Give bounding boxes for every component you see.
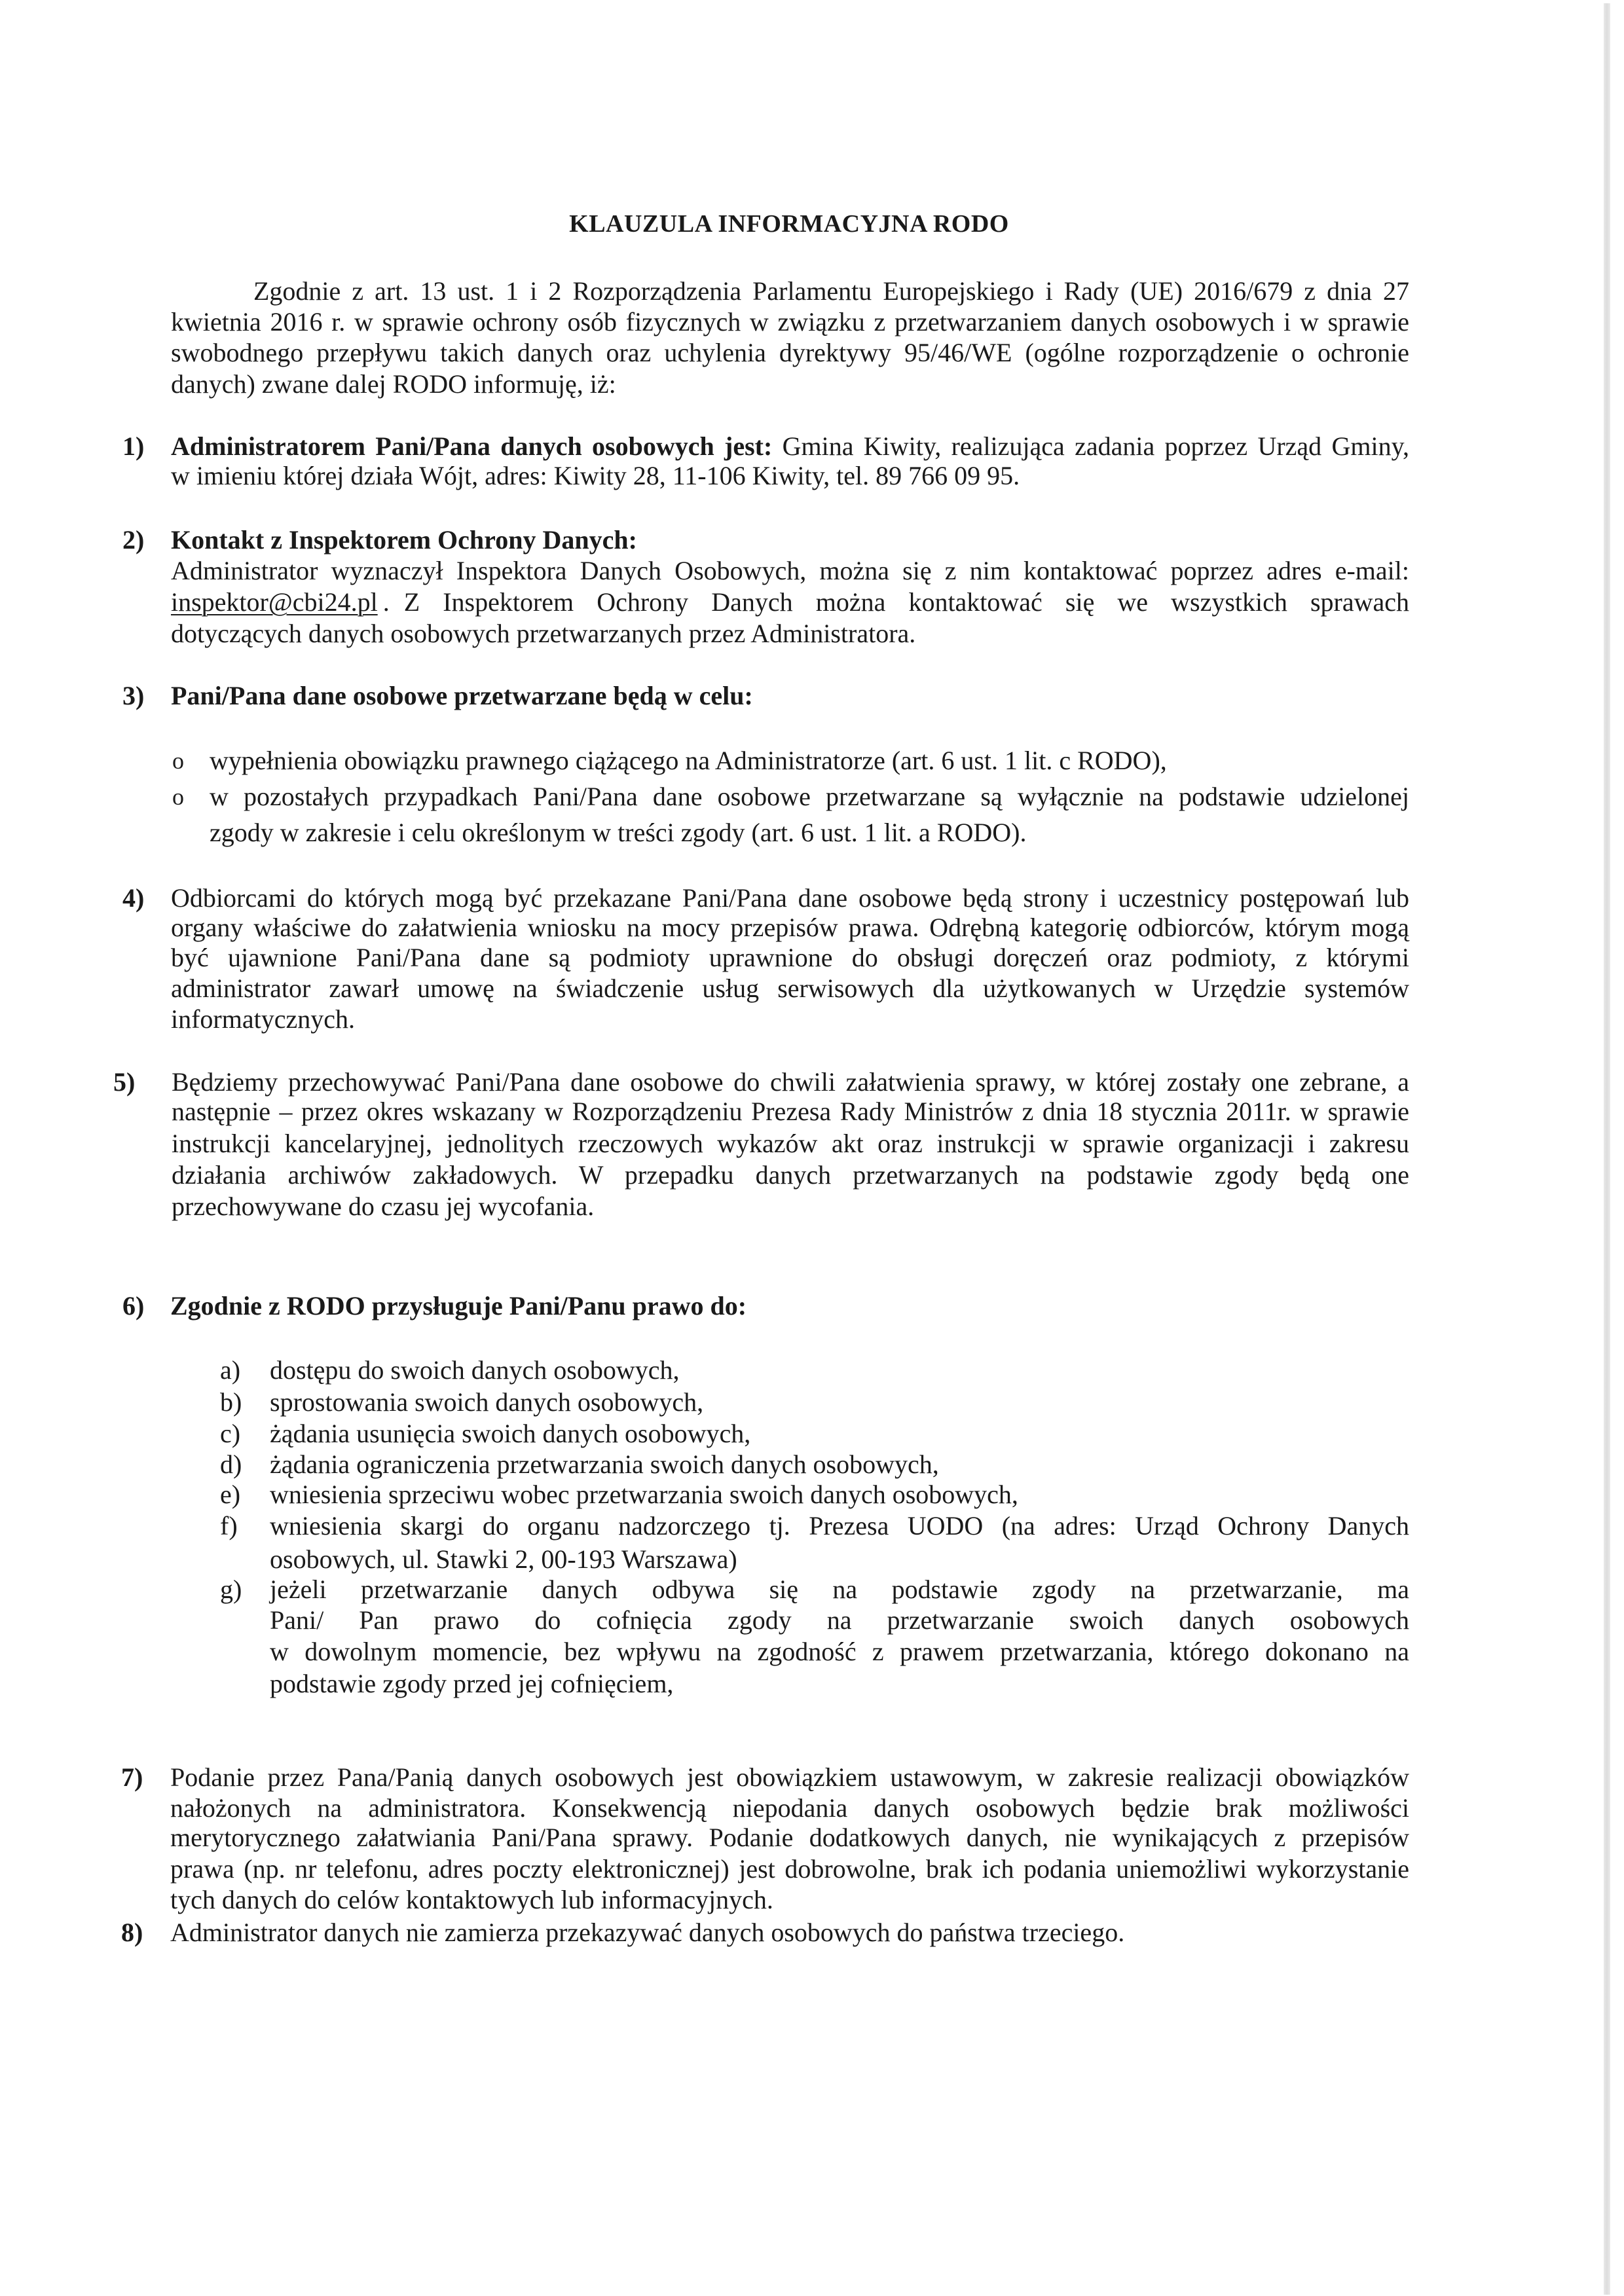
list-item: w dowolnym momencie, bez wpływu na zgodność z prawem przetwarzania, którego dokonano na — [270, 1637, 1409, 1666]
intro-line: kwietnia 2016 r. w sprawie ochrony osób fizycznych w związku z przetwarzaniem danych osobowych i w sprawie — [171, 307, 1409, 337]
section-8-line: Administrator danych nie zamierza przekazywać danych osobowych do państwa trzeciego. — [170, 1918, 1125, 1947]
section-2-line: dotyczących danych osobowych przetwarzanych przez Administratora. — [171, 619, 916, 648]
list-letter: g) — [220, 1575, 242, 1604]
document-title — [0, 211, 1624, 237]
section-7-line: tych danych do celów kontaktowych lub informacyjnych. — [170, 1885, 773, 1914]
section-2-heading: Kontakt z Inspektorem Ochrony Danych: — [171, 525, 637, 555]
section-1-line — [171, 433, 1409, 460]
intro-line: Zgodnie z art. 13 ust. 1 i 2 Rozporządzenia Parlamentu Europejskiego i Rady (UE) 2016/679 z dnia 27 — [253, 276, 1409, 306]
section-4-line: być ujawnione Pani/Pana dane są podmioty uprawnione do obsługi doręczeń oraz podmioty, z którymi — [171, 943, 1409, 972]
section-number: 1) — [122, 431, 145, 461]
bullet-circle-icon: o — [172, 784, 184, 810]
section-3-heading: Pani/Pana dane osobowe przetwarzane będą w celu: — [171, 681, 753, 710]
list-item: żądania ograniczenia przetwarzania swoich danych osobowych, — [270, 1449, 939, 1479]
list-letter: c) — [220, 1419, 241, 1448]
list-item: sprostowania swoich danych osobowych, — [270, 1387, 704, 1417]
list-letter: f) — [220, 1511, 238, 1540]
section-1-line: w imieniu której działa Wójt, adres: Kiwity 28, 11-106 Kiwity, tel. 89 766 09 95. — [171, 461, 1020, 490]
section-number: 7) — [121, 1762, 143, 1792]
section-5-line: instrukcji kancelaryjnej, jednolitych rzeczowych wykazów akt oraz instrukcji w sprawie organizacji i zakresu — [172, 1129, 1409, 1158]
document-title-text: KLAUZULA INFORMACYJNA RODO — [569, 210, 1009, 238]
section-1-bold-lead: Administratorem Pani/Pana danych osobowych jest: — [171, 431, 773, 461]
bullet-item: zgody w zakresie i celu określonym w treści zgody (art. 6 ust. 1 lit. a RODO). — [210, 818, 1027, 847]
list-item: Pani/ Pan prawo do cofnięcia zgody na przetwarzanie swoich danych osobowych — [270, 1605, 1409, 1635]
list-item: jeżeli przetwarzanie danych odbywa się na podstawie zgody na przetwarzanie, ma — [270, 1575, 1409, 1604]
intro-line: danych) zwane dalej RODO informuję, iż: — [171, 369, 616, 399]
bullet-circle-icon: o — [172, 748, 184, 774]
section-number: 2) — [122, 525, 145, 555]
section-4-line: administrator zawarł umowę na świadczenie usług serwisowych dla użytkowanych w Urzędzie systemów — [171, 974, 1409, 1003]
list-item: osobowych, ul. Stawki 2, 00-193 Warszawa) — [270, 1544, 737, 1574]
section-number: 3) — [122, 681, 145, 710]
section-2-line: Administrator wyznaczył Inspektora Danych Osobowych, można się z nim kontaktować poprzez adres e-mail: — [171, 556, 1409, 585]
list-letter: e) — [220, 1480, 241, 1509]
section-5-line: działania archiwów zakładowych. W przepadku danych przetwarzanych na podstawie zgody będą one — [172, 1160, 1409, 1190]
section-5-line: następnie – przez okres wskazany w Rozporządzeniu Prezesa Rady Ministrów z dnia 18 stycznia 2011r. w sprawie — [172, 1097, 1409, 1126]
list-item: podstawie zgody przed jej cofnięciem, — [270, 1669, 674, 1698]
section-4-line: organy właściwe do załatwienia wniosku na mocy przepisów prawa. Odrębną kategorię odbiorców, którym mogą — [171, 913, 1409, 942]
section-number: 8) — [121, 1918, 143, 1947]
section-number: 4) — [122, 883, 145, 913]
section-5-line: Będziemy przechowywać Pani/Pana dane osobowe do chwili załatwienia sprawy, w której zostały one zebrane, a — [172, 1067, 1409, 1097]
section-2-line — [171, 589, 1409, 615]
section-number: 5) — [113, 1067, 136, 1097]
section-2-text: Z Inspektorem Ochrony Danych można kontaktować się we wszystkich sprawach — [403, 587, 1409, 617]
list-item: wniesienia sprzeciwu wobec przetwarzania swoich danych osobowych, — [270, 1480, 1018, 1509]
intro-line: swobodnego przepływu takich danych oraz uchylenia dyrektywy 95/46/WE (ogólne rozporządzenie o ochronie — [171, 338, 1409, 367]
list-item: dostępu do swoich danych osobowych, — [270, 1355, 680, 1385]
section-7-line: nałożonych na administratora. Konsekwencją niepodania danych osobowych będzie brak możliwości — [170, 1793, 1409, 1823]
section-7-line: merytorycznego załatwiania Pani/Pana sprawy. Podanie dodatkowych danych, nie wynikających z przepisów — [170, 1823, 1409, 1852]
list-letter: d) — [220, 1449, 242, 1479]
section-7-line: prawa (np. nr telefonu, adres poczty elektronicznej) jest dobrowolne, brak ich podania uniemożliwi wykorzystanie — [170, 1854, 1409, 1884]
section-1-text: Gmina Kiwity, realizująca zadania poprzez Urząd Gminy, — [772, 431, 1409, 461]
list-item: wniesienia skargi do organu nadzorczego tj. Prezesa UODO (na adres: Urząd Ochrony Danych — [270, 1511, 1409, 1540]
list-item: żądania usunięcia swoich danych osobowych, — [270, 1419, 751, 1448]
bullet-item: w pozostałych przypadkach Pani/Pana dane osobowe przetwarzane są wyłącznie na podstawie udzielonej — [210, 782, 1409, 811]
email-link[interactable]: inspektor@cbi24.pl — [171, 587, 378, 617]
bullet-item: wypełnienia obowiązku prawnego ciążącego na Administratorze (art. 6 ust. 1 lit. c RODO), — [210, 746, 1167, 775]
section-5-line: przechowywane do czasu jej wycofania. — [172, 1192, 595, 1221]
section-6-heading: Zgodnie z RODO przysługuje Pani/Panu prawo do: — [170, 1291, 747, 1321]
section-number: 6) — [122, 1291, 145, 1321]
list-letter: a) — [220, 1355, 241, 1385]
scanner-edge-strip — [1604, 3, 1610, 2295]
period: . — [382, 587, 390, 617]
section-4-line: informatycznych. — [171, 1004, 355, 1034]
list-letter: b) — [220, 1387, 242, 1417]
section-7-line: Podanie przez Pana/Panią danych osobowych jest obowiązkiem ustawowym, w zakresie realizacji obowiązków — [170, 1762, 1409, 1792]
section-4-line: Odbiorcami do których mogą być przekazane Pani/Pana dane osobowe będą strony i uczestnicy postępowań lub — [171, 883, 1409, 913]
